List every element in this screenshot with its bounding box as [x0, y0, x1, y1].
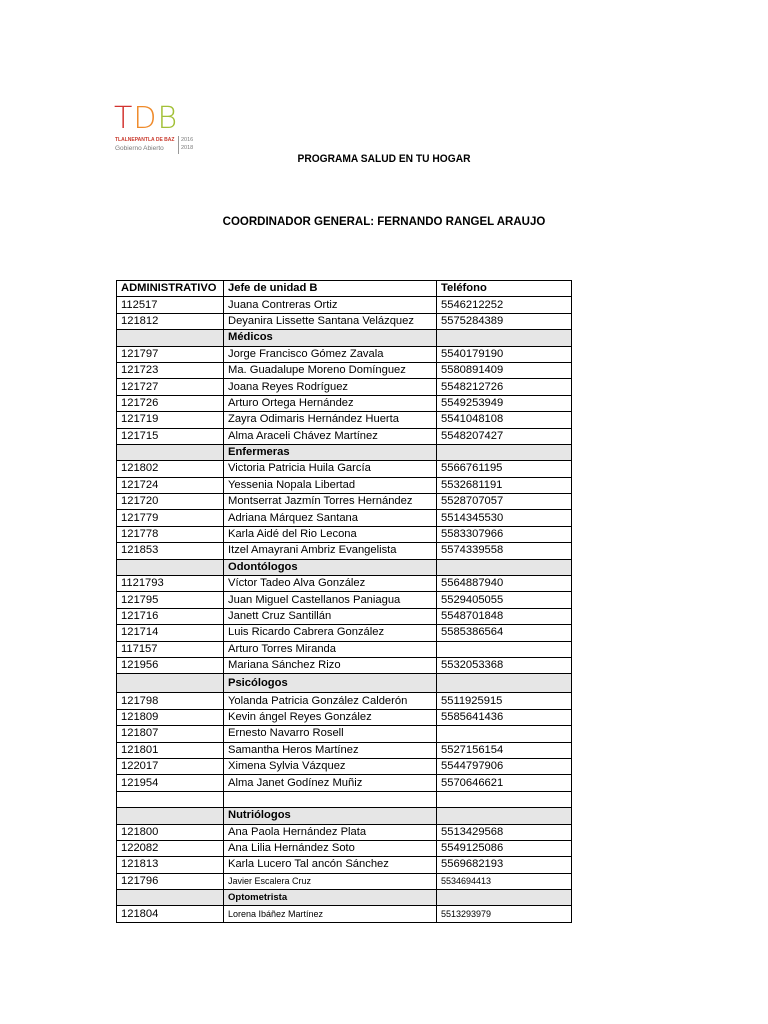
- employee-name: Víctor Tadeo Alva González: [224, 576, 437, 592]
- table-row: [117, 412, 572, 428]
- section-empty-cell: [117, 330, 224, 346]
- employee-phone: 5549253949: [437, 395, 572, 411]
- employee-phone: 5549125086: [437, 840, 572, 856]
- table-row: [117, 543, 572, 559]
- employee-name: Janett Cruz Santillán: [224, 608, 437, 624]
- logo-municipality: TLALNEPANTLA DE BAZ: [115, 137, 175, 143]
- employee-name: Ximena Sylvia Vázquez: [224, 758, 437, 774]
- section-empty-cell: [437, 330, 572, 346]
- employee-phone: 5574339558: [437, 543, 572, 559]
- employee-phone: 5570646621: [437, 775, 572, 791]
- employee-id: 121724: [117, 477, 224, 493]
- table-row: [117, 510, 572, 526]
- table-row: [117, 726, 572, 742]
- logo-tagline: Gobierno Abierto: [115, 145, 164, 152]
- employee-name: Lorena Ibáñez Martínez: [224, 906, 437, 922]
- employee-phone: 5534694413: [437, 873, 572, 889]
- employee-phone: [437, 726, 572, 742]
- coordinator-line: COORDINADOR GENERAL: FERNANDO RANGEL ARAUJO: [222, 216, 546, 228]
- header-telefono: Teléfono: [437, 281, 572, 297]
- employee-id: 121714: [117, 625, 224, 641]
- table-row: [117, 625, 572, 641]
- table-row: [117, 576, 572, 592]
- empty-cell: [224, 791, 437, 807]
- document-title: PROGRAMA SALUD EN TU HOGAR: [297, 153, 471, 165]
- employee-id: 121801: [117, 742, 224, 758]
- table-row: [117, 313, 572, 329]
- employee-phone: 5540179190: [437, 346, 572, 362]
- employee-name: Alma Araceli Chávez Martínez: [224, 428, 437, 444]
- section-row: [117, 808, 572, 824]
- table-row: [117, 906, 572, 922]
- section-label: Odontólogos: [224, 559, 437, 575]
- employee-phone: [437, 641, 572, 657]
- employee-name: Zayra Odimaris Hernández Huerta: [224, 412, 437, 428]
- employee-id: 121807: [117, 726, 224, 742]
- table-row: [117, 693, 572, 709]
- employee-phone: 5514345530: [437, 510, 572, 526]
- employee-phone: 5575284389: [437, 313, 572, 329]
- employee-name: Yolanda Patricia González Calderón: [224, 693, 437, 709]
- employee-name: Mariana Sánchez Rizo: [224, 657, 437, 673]
- table-row: [117, 873, 572, 889]
- employee-id: 121954: [117, 775, 224, 791]
- employee-id: 121715: [117, 428, 224, 444]
- employee-id: 121956: [117, 657, 224, 673]
- table-row: [117, 709, 572, 725]
- employee-phone: 5580891409: [437, 362, 572, 378]
- section-empty-cell: [117, 890, 224, 906]
- section-empty-cell: [117, 674, 224, 693]
- employee-id: 121804: [117, 906, 224, 922]
- employee-id: 121778: [117, 526, 224, 542]
- table-row: [117, 395, 572, 411]
- section-row: [117, 330, 572, 346]
- employee-name: Arturo Ortega Hernández: [224, 395, 437, 411]
- employee-id: 121813: [117, 857, 224, 873]
- employee-name: Ernesto Navarro Rosell: [224, 726, 437, 742]
- table-row: [117, 526, 572, 542]
- employee-name: Victoria Patricia Huila García: [224, 461, 437, 477]
- table-row: [117, 461, 572, 477]
- employee-phone: 5585641436: [437, 709, 572, 725]
- employee-name: Ana Lilia Hernández Soto: [224, 840, 437, 856]
- employee-phone: 5511925915: [437, 693, 572, 709]
- logo-letter-t: T: [114, 101, 134, 136]
- employee-id: 121809: [117, 709, 224, 725]
- table-row: [117, 379, 572, 395]
- employee-name: Samantha Heros Martínez: [224, 742, 437, 758]
- table-row: [117, 742, 572, 758]
- table-row: [117, 775, 572, 791]
- table-row: [117, 608, 572, 624]
- employee-id: 121812: [117, 313, 224, 329]
- logo-year-end: 2018: [181, 145, 194, 151]
- employee-phone: 5532053368: [437, 657, 572, 673]
- table-header-row: [117, 281, 572, 297]
- employee-phone: 5585386564: [437, 625, 572, 641]
- employee-phone: 5532681191: [437, 477, 572, 493]
- employee-id: 121719: [117, 412, 224, 428]
- employee-phone: 5529405055: [437, 592, 572, 608]
- employee-id: 121726: [117, 395, 224, 411]
- employee-phone: 5569682193: [437, 857, 572, 873]
- employee-name: Luis Ricardo Cabrera González: [224, 625, 437, 641]
- employee-name: Karla Aidé del Rio Lecona: [224, 526, 437, 542]
- employee-id: 121798: [117, 693, 224, 709]
- logo-year-start: 2016: [181, 137, 194, 143]
- employee-name: Karla Lucero Tal ancón Sánchez: [224, 857, 437, 873]
- section-empty-cell: [117, 444, 224, 460]
- section-row: [117, 890, 572, 906]
- table-row: [117, 857, 572, 873]
- employee-id: 121727: [117, 379, 224, 395]
- employee-name: Juana Contreras Ortiz: [224, 297, 437, 313]
- table-row: [117, 840, 572, 856]
- employee-name: Joana Reyes Rodríguez: [224, 379, 437, 395]
- employee-phone: 5541048108: [437, 412, 572, 428]
- table-row: [117, 758, 572, 774]
- employee-phone: 5564887940: [437, 576, 572, 592]
- employee-name: Adriana Márquez Santana: [224, 510, 437, 526]
- section-empty-cell: [117, 559, 224, 575]
- employee-name: Yessenia Nopala Libertad: [224, 477, 437, 493]
- logo-letters: [114, 101, 179, 136]
- header-administrativo: ADMINISTRATIVO: [117, 281, 224, 297]
- employee-name: Arturo Torres Miranda: [224, 641, 437, 657]
- employee-id: 121795: [117, 592, 224, 608]
- employee-phone: 5566761195: [437, 461, 572, 477]
- table-row: [117, 592, 572, 608]
- section-empty-cell: [117, 808, 224, 824]
- employee-id: 112517: [117, 297, 224, 313]
- logo-letter-d: D: [133, 101, 158, 136]
- employee-name: Alma Janet Godínez Muñiz: [224, 775, 437, 791]
- employee-name: Itzel Amayrani Ambriz Evangelista: [224, 543, 437, 559]
- section-row: [117, 559, 572, 575]
- section-label: Médicos: [224, 330, 437, 346]
- table-row: [117, 494, 572, 510]
- employee-name: Deyanira Lissette Santana Velázquez: [224, 313, 437, 329]
- blank-row: [117, 791, 572, 807]
- employee-phone: 5546212252: [437, 297, 572, 313]
- table-row: [117, 657, 572, 673]
- section-empty-cell: [437, 559, 572, 575]
- employee-phone: 5527156154: [437, 742, 572, 758]
- section-row: [117, 674, 572, 693]
- employee-phone: 5544797906: [437, 758, 572, 774]
- table-row: [117, 297, 572, 313]
- employee-phone: 5548212726: [437, 379, 572, 395]
- employee-phone: 5583307966: [437, 526, 572, 542]
- tdb-logo: [114, 101, 214, 160]
- employee-id: 121800: [117, 824, 224, 840]
- employee-phone: 5548207427: [437, 428, 572, 444]
- section-empty-cell: [437, 890, 572, 906]
- section-label: Nutriólogos: [224, 808, 437, 824]
- employee-id: 122017: [117, 758, 224, 774]
- section-empty-cell: [437, 808, 572, 824]
- section-empty-cell: [437, 674, 572, 693]
- table-row: [117, 362, 572, 378]
- employee-phone: 5513293979: [437, 906, 572, 922]
- section-label: Optometrista: [224, 890, 437, 906]
- employee-name: Ana Paola Hernández Plata: [224, 824, 437, 840]
- employee-id: 121796: [117, 873, 224, 889]
- section-label: Psicólogos: [224, 674, 437, 693]
- table-row: [117, 477, 572, 493]
- employee-id: 121716: [117, 608, 224, 624]
- employee-phone: 5513429568: [437, 824, 572, 840]
- empty-cell: [437, 791, 572, 807]
- logo-divider: [178, 136, 179, 154]
- employee-phone: 5548701848: [437, 608, 572, 624]
- employee-name: Juan Miguel Castellanos Paniagua: [224, 592, 437, 608]
- logo-letter-b: B: [157, 101, 179, 136]
- employee-id: 1121793: [117, 576, 224, 592]
- employee-name: Kevin ángel Reyes González: [224, 709, 437, 725]
- employee-id: 121853: [117, 543, 224, 559]
- employee-name: Ma. Guadalupe Moreno Domínguez: [224, 362, 437, 378]
- employee-name: Montserrat Jazmín Torres Hernández: [224, 494, 437, 510]
- employee-id: 121802: [117, 461, 224, 477]
- section-row: [117, 444, 572, 460]
- table-row: [117, 428, 572, 444]
- employee-id: 122082: [117, 840, 224, 856]
- employee-id: 121779: [117, 510, 224, 526]
- employee-id: 121797: [117, 346, 224, 362]
- table-row: [117, 824, 572, 840]
- section-empty-cell: [437, 444, 572, 460]
- employee-phone: 5528707057: [437, 494, 572, 510]
- employee-id: 117157: [117, 641, 224, 657]
- employee-id: 121720: [117, 494, 224, 510]
- empty-cell: [117, 791, 224, 807]
- table-row: [117, 641, 572, 657]
- table-row: [117, 346, 572, 362]
- employee-name: Javier Escalera Cruz: [224, 873, 437, 889]
- employee-id: 121723: [117, 362, 224, 378]
- employee-name: Jorge Francisco Gómez Zavala: [224, 346, 437, 362]
- staff-table: [116, 280, 572, 923]
- section-label: Enfermeras: [224, 444, 437, 460]
- header-jefe-unidad: Jefe de unidad B: [224, 281, 437, 297]
